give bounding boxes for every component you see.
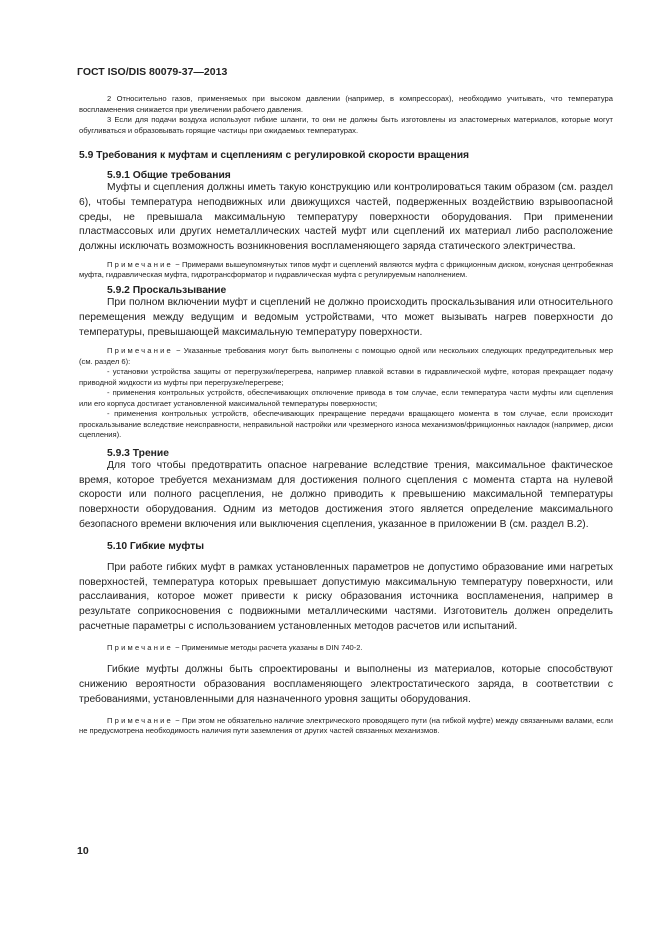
page-number: 10 xyxy=(77,845,89,857)
section-5-9-3-title: 5.9.3 Трение xyxy=(107,447,169,459)
section-5-10-text-1: При работе гибких муфт в рамках установленных параметров не допустимо образование ими нагретых поверхностей, температура которых превышает допустимую максимальную температуру поверхности, или расслаивания, которое может привести к риску образования источника воспламенения, например в результате соприкосновения с подвижными металлическими частями. Изготовитель должен определить расчетные параметры с использованием установленных методов расчетов или испытаний. xyxy=(79,561,613,633)
document-header: ГОСТ ISO/DIS 80079-37—2013 xyxy=(77,66,228,78)
section-5-9-3-text: Для того чтобы предотвратить опасное нагревание вследствие трения, максимальное фактическое время, которое требуется механизмам для достижения полного сцепления с момента старта на нулевой скорости или полного расцепления, не должно приводить к превышению максимальной температуры поверхности оборудования. Одним из методов достижения этого является определение максимального безопасного времени включения или выключения сцепления, указанное в приложении В (см. раздел В.2). xyxy=(79,459,613,531)
note-top-3: 3 Если для подачи воздуха используют гибкие шланги, то они не должны быть изготовлены из эластомерных материалов, которые могут обугливаться и образовывать горящие частицы при ожидаемых температурах. xyxy=(79,115,613,135)
section-5-10-title: 5.10 Гибкие муфты xyxy=(107,540,205,552)
note-list-item: - применения контрольных устройств, обеспечивающих отключение привода в том случае, если температура части муфты или сцепления или его корпуса достигает установленной максимальной температуры поверхности; xyxy=(79,388,613,408)
note-label: Примечание xyxy=(107,642,173,652)
note-list-item: - применения контрольных устройств, обеспечивающих прекращение передачи вращающего момента в том случае, если происходит проскальзывание вследствие неисправности, неправильной настройки или чрезмерного износа механизмов/фрикционных накладок (например, диски сцепления). xyxy=(79,409,613,440)
note-label: Примечание xyxy=(107,259,173,269)
section-5-9-1-note xyxy=(79,260,613,281)
note-top-2: 2 Относительно газов, применяемых при высоком давлении (например, в компрессорах), необходимо учитывать, что температура воспламенения снижается при увеличении рабочего давления. xyxy=(79,94,613,114)
note-list-item: - установки устройства защиты от перегрузки/перегрева, например плавкой вставки в гидравлической муфте, которая прекращает подачу приводной жидкости из муфты при перегрузке/перегреве; xyxy=(79,367,613,387)
section-5-9-1-title: 5.9.1 Общие требования xyxy=(107,170,231,181)
section-5-9-1-text: Муфты и сцепления должны иметь такую конструкцию или контролироваться таким образом (см. раздел 6), чтобы температура неподвижных или движущихся частей, подверженных воздействию взрывоопасной среды, не превышала максимальную температуру поверхности оборудования. При применении пластмассовых или других неметаллических частей муфт или сцеплений их материал либо расположение должны исключать возможность возникновения воспламеняющего заряда статического электричества. xyxy=(79,182,613,253)
section-5-10-note-2 xyxy=(79,716,613,737)
page-content xyxy=(79,94,613,737)
section-5-10-note-1 xyxy=(79,643,613,654)
note-text: − Применимые методы расчета указаны в DIN 740-2. xyxy=(172,642,363,652)
note-text: − Примерами вышеупомянутых типов муфт и сцеплений являются муфта с фрикционным диском, конусная центробежная муфта, гидравлическая муфта, гидротрансформатор и гидравлическая муфта с регулируемым наполнением. xyxy=(79,259,613,280)
note-label: Примечание xyxy=(107,715,173,725)
note-label: Примечание xyxy=(107,346,173,356)
note-text: − Указанные требования могут быть выполнены с помощью одной или нескольких следующих предупредительных мер (см. раздел 6): xyxy=(79,346,613,366)
note-text: − При этом не обязательно наличие электрического проводящего пути (на гибкой муфте) между связанными валами, если не предусмотрена необходимость наличия пути заземления от других частей связанных механизмов. xyxy=(79,715,613,736)
section-5-10-text-2: Гибкие муфты должны быть спроектированы и выполнены из материалов, которые способствуют снижению вероятности образования воспламеняющего электростатического заряда, в соответствии с требованиями, установленными для назначенного уровня защиты оборудования. xyxy=(79,664,613,705)
section-5-9-2-text: При полном включении муфт и сцеплений не должно происходить проскальзывания или относительного перемещения между ведущим и ведомым устройствами, что может вызывать нагрев поверхности до температуры, превышающей максимальную температуру поверхности. xyxy=(79,296,613,338)
section-5-9-title: 5.9 Требования к муфтам и сцеплениям с регулировкой скорости вращения xyxy=(79,150,470,161)
section-5-9-2-note xyxy=(79,346,613,367)
section-5-9-2-title: 5.9.2 Проскальзывание xyxy=(107,284,227,296)
